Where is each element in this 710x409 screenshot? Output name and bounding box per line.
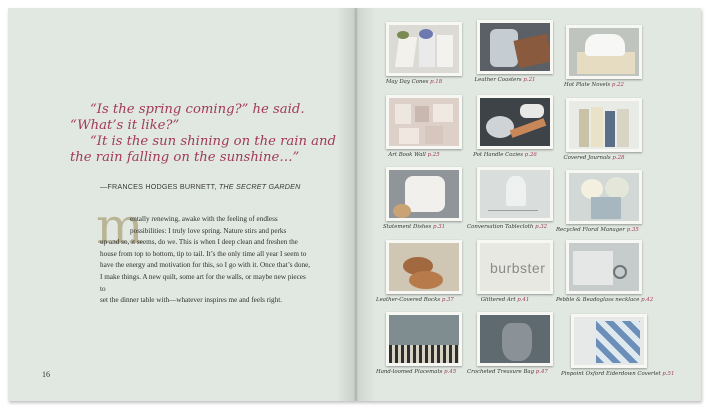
quote-line: “It is the sun shining on the rain and	[90, 134, 336, 149]
project-caption: Hot Plate Novels p.22	[564, 82, 624, 88]
quote-line: “What’s it like?”	[70, 118, 180, 133]
body-line: house from top to bottom, tip to tail. It’s the only time all year I seem to	[100, 249, 307, 258]
project-photo	[477, 240, 553, 294]
body-line: entally renewing, awake with the feeling of endless	[130, 215, 278, 223]
page-number: 16	[42, 370, 50, 379]
body-line: set the dinner table with—whatever inspires me and feels right.	[100, 296, 283, 305]
project-photo	[386, 22, 462, 76]
project-photo	[566, 98, 642, 152]
project-caption: Pinpoint Oxford Eiderdown Coverlet p.51	[561, 371, 675, 377]
quote-attribution	[100, 182, 301, 191]
epigraph-quote	[70, 102, 336, 166]
project-caption: Statement Dishes p.31	[382, 224, 446, 230]
project-caption: Leather Coasters p.21	[474, 77, 536, 83]
project-photo	[386, 167, 462, 221]
project-photo	[386, 240, 462, 294]
body-line: have the energy and motivation for this, so I go with it. Once that’s done,	[100, 261, 311, 270]
project-caption: Recycled Floral Manager p.35	[556, 227, 639, 233]
attribution-author: —FRANCES HODGES BURNETT,	[100, 182, 217, 191]
left-page	[8, 8, 356, 401]
project-caption: Crocheted Treasure Bag p.47	[467, 369, 548, 375]
project-photo	[386, 95, 462, 149]
project-caption: Covered Journals p.28	[563, 155, 625, 161]
project-caption: Pebble & Beadoglass necklace p.42	[556, 297, 654, 303]
attribution-title: THE SECRET GARDEN	[218, 182, 301, 191]
quote-line: “Is the spring coming?” he said.	[90, 102, 305, 117]
project-photo	[566, 240, 642, 294]
project-caption: Art Book Wall p.25	[388, 152, 440, 158]
drop-cap: m	[96, 197, 144, 255]
body-line: I make things. A new quilt, some art for the walls, or maybe new pieces to	[100, 272, 306, 293]
glitter-word: burbster	[490, 260, 546, 276]
quote-line: the rain falling on the sunshine…”	[70, 150, 300, 165]
project-caption: Glittered Art p.41	[480, 297, 530, 303]
project-photo	[477, 20, 553, 74]
project-photo	[571, 314, 647, 368]
project-photo	[477, 95, 553, 149]
project-photo	[477, 167, 553, 221]
body-line: up and so, it seems, do we. This is when I deep clean and freshen the	[100, 238, 298, 247]
project-caption: Conversation Tablecloth p.32	[467, 224, 548, 230]
project-photo	[386, 312, 462, 366]
project-photo	[566, 25, 642, 79]
project-caption: May Day Cones p.18	[385, 79, 443, 85]
project-caption: Pot Handle Cozies p.26	[473, 152, 537, 158]
project-caption: Leather-Covered Rocks p.37	[376, 297, 454, 303]
project-photo	[566, 170, 642, 224]
project-caption: Hand-loomed Placemats p.45	[376, 369, 457, 375]
project-photo	[477, 312, 553, 366]
body-line: possibilities: I truly love spring. Nature stirs and perks	[130, 226, 287, 235]
body-paragraph	[100, 214, 312, 307]
